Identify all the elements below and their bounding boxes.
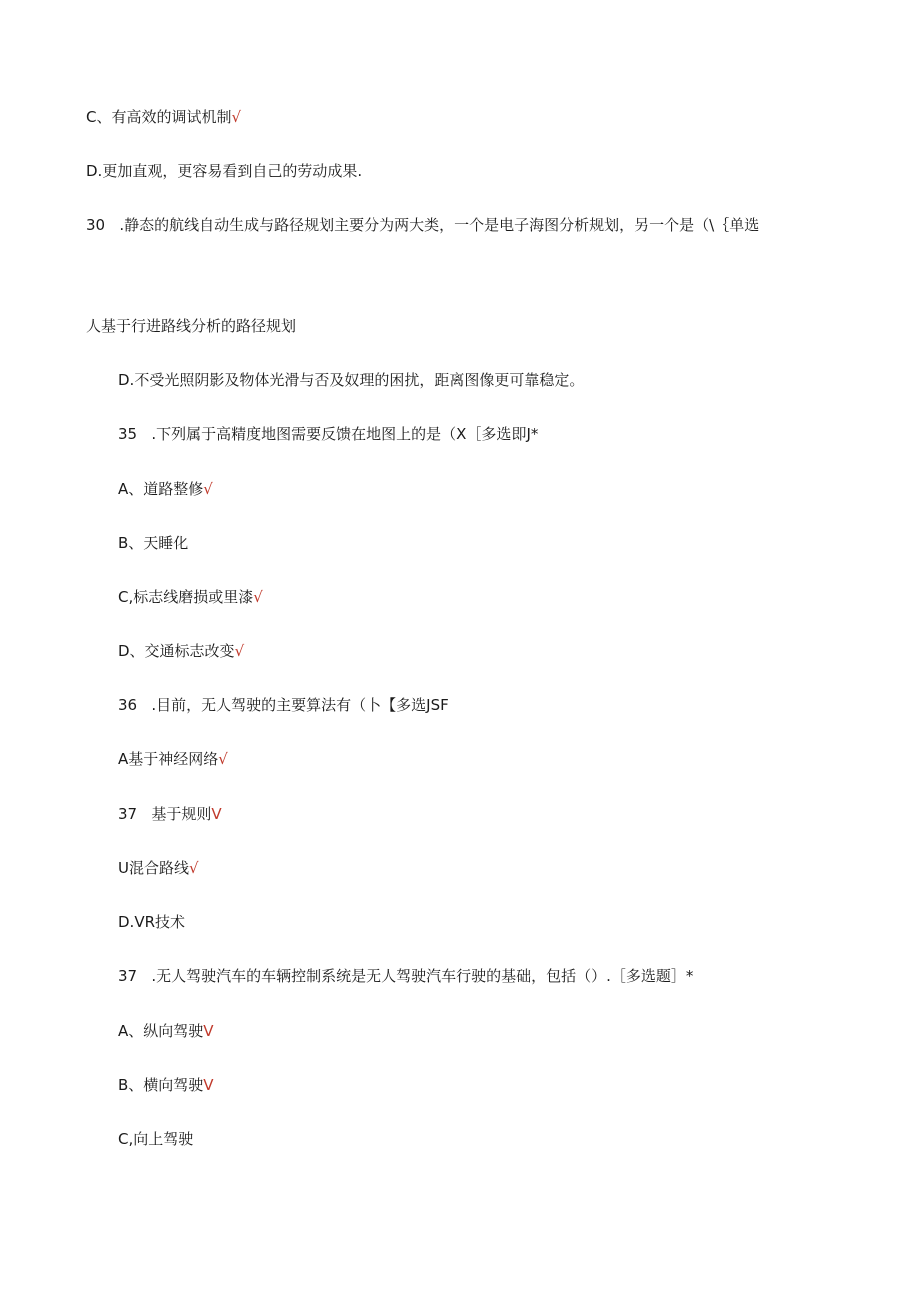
line-text: 30 .静态的航线自动生成与路径规划主要分为两大类，一个是电子海图分析规划，另一个是（\｛单选 xyxy=(86,216,760,234)
option-b-lateral xyxy=(118,1075,214,1095)
option-hybrid xyxy=(118,858,199,878)
line-text: D.更加直观，更容易看到自己的劳动成果. xyxy=(86,162,363,180)
question-37 xyxy=(118,966,693,986)
answer-route-planning xyxy=(86,316,296,336)
line-text: 35 .下列属于高精度地图需要反馈在地图上的是（X［多选即J* xyxy=(118,425,539,443)
line-text: C,标志线磨损或里漆 xyxy=(118,588,254,606)
option-d-sign-change xyxy=(118,641,244,661)
line-text: D.VR技术 xyxy=(118,913,186,931)
line-text: 人基于行进路线分析的路径规划 xyxy=(86,317,297,335)
option-d-intuitive xyxy=(86,161,362,181)
line-text: U混合路线 xyxy=(118,859,189,877)
option-c-lane-wear xyxy=(118,587,263,607)
check-mark: √ xyxy=(234,642,245,660)
line-text: 36 .目前，无人驾驶的主要算法有（卜【多选JSF xyxy=(118,696,449,714)
line-text: A、道路整修 xyxy=(118,480,204,498)
option-c-debug xyxy=(86,107,241,127)
check-mark: V xyxy=(203,1076,214,1094)
option-c-upward xyxy=(118,1129,193,1149)
line-text: C、有高效的调试机制 xyxy=(86,108,232,126)
question-35 xyxy=(118,424,538,444)
option-a-longitudinal xyxy=(118,1021,214,1041)
check-mark: √ xyxy=(253,588,263,606)
line-text: 37 基于规则 xyxy=(118,805,212,823)
option-d-lighting xyxy=(118,370,584,390)
line-text: A基于神经网络 xyxy=(118,750,219,768)
check-mark: √ xyxy=(203,480,213,498)
line-text: 37 .无人驾驶汽车的车辆控制系统是无人驾驶汽车行驶的基础，包括（）.［多选题］* xyxy=(118,967,694,985)
line-text: B、天睡化 xyxy=(118,534,189,552)
option-b-weather xyxy=(118,533,188,553)
check-mark: V xyxy=(211,805,222,823)
check-mark: V xyxy=(203,1022,214,1040)
question-36 xyxy=(118,695,449,715)
line-text: A、纵向驾驶 xyxy=(118,1022,204,1040)
check-mark: √ xyxy=(218,750,228,768)
check-mark: √ xyxy=(188,859,199,877)
question-30 xyxy=(86,215,759,235)
line-text: C,向上驾驶 xyxy=(118,1130,194,1148)
option-rule-based xyxy=(118,804,222,824)
option-a-road-repair xyxy=(118,479,213,499)
line-text: D.不受光照阴影及物体光滑与否及奴理的困扰，距离图像更可靠稳定。 xyxy=(118,371,585,389)
option-a-neural-network xyxy=(118,749,228,769)
check-mark: √ xyxy=(231,108,242,126)
option-d-vr xyxy=(118,912,185,932)
line-text: D、交通标志改变 xyxy=(118,642,235,660)
line-text: B、横向驾驶 xyxy=(118,1076,204,1094)
